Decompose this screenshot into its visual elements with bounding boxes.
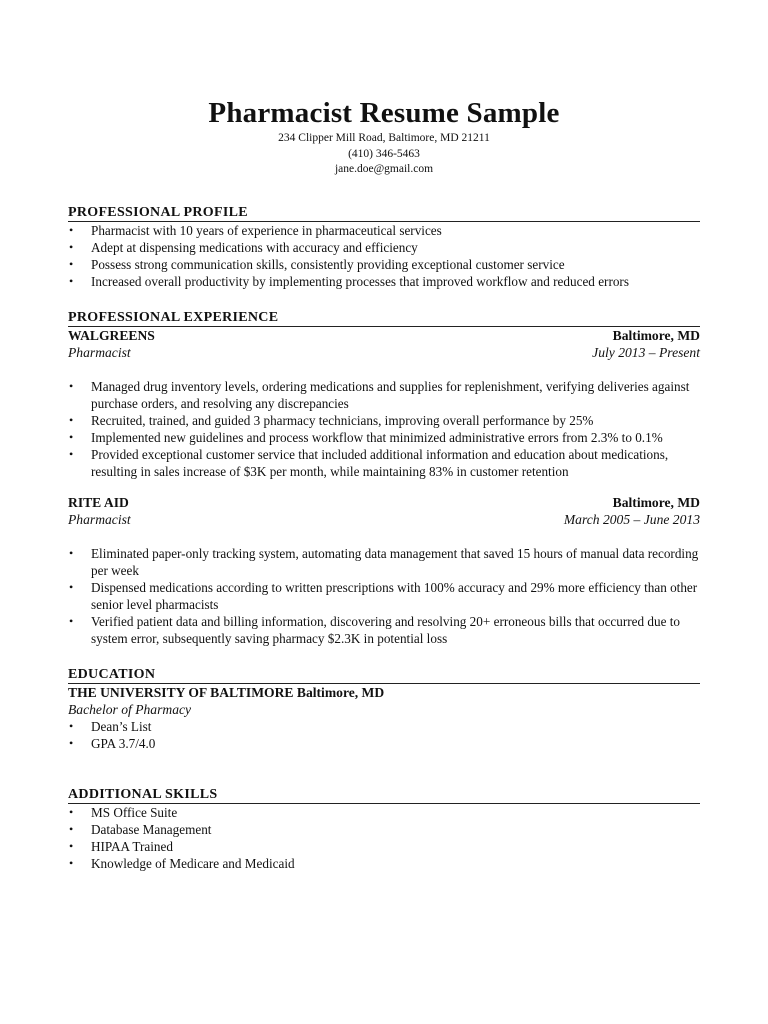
list-item: • GPA 3.7/4.0 <box>69 735 156 751</box>
job-entry <box>68 327 700 480</box>
bullet-icon: • <box>69 735 74 750</box>
list-item: • Managed drug inventory levels, ordering medications and supplies for replenishment, verifying deliveries against purchase orders, and resolving any discrepancies <box>69 378 690 411</box>
skills-list <box>68 804 700 872</box>
section-heading-skills: ADDITIONAL SKILLS <box>68 787 700 804</box>
bullet-icon: • <box>69 579 74 594</box>
experience-section <box>68 310 700 647</box>
bullet-icon: • <box>69 545 74 560</box>
list-item: • HIPAA Trained <box>69 838 173 854</box>
list-item: • Pharmacist with 10 years of experience in pharmaceutical services <box>69 222 442 238</box>
list-item: • Eliminated paper-only tracking system, automating data management that saved 15 hours of manual data recording per week <box>69 545 699 578</box>
bullet-icon: • <box>69 804 74 819</box>
education-section <box>68 667 700 752</box>
list-item: • Adept at dispensing medications with accuracy and efficiency <box>69 239 418 255</box>
bullet-icon: • <box>69 273 74 288</box>
contact-email: jane.doe@gmail.com <box>334 163 434 175</box>
bullet-icon: • <box>69 838 74 853</box>
list-item: • MS Office Suite <box>69 804 178 820</box>
list-item: • Database Management <box>69 821 212 837</box>
job-dates: March 2005 – June 2013 <box>563 511 700 527</box>
resume-page <box>68 96 700 872</box>
job-entry <box>68 494 700 647</box>
bullet-icon: • <box>69 222 74 237</box>
contact-phone: (410) 346-5463 <box>348 147 420 160</box>
list-item: • Verified patient data and billing information, discovering and resolving 20+ erroneous bills that occurred due to system error, subsequently saving pharmacy $2.3K in potential loss <box>69 613 680 646</box>
bullet-icon: • <box>69 429 74 444</box>
education-school: THE UNIVERSITY OF BALTIMORE Baltimore, MD <box>68 684 385 700</box>
education-degree: Bachelor of Pharmacy <box>68 701 192 717</box>
bullet-icon: • <box>69 821 74 836</box>
resume-title: Pharmacist Resume Sample <box>208 97 560 129</box>
bullet-icon: • <box>69 446 74 461</box>
bullet-icon: • <box>69 718 74 733</box>
job-bullets <box>68 378 700 480</box>
job-dates: July 2013 – Present <box>592 344 700 360</box>
list-item: • Increased overall productivity by implementing processes that improved workflow and reduced errors <box>69 273 629 289</box>
job-bullets <box>68 545 700 647</box>
job-location: Baltimore, MD <box>612 494 700 510</box>
job-role: Pharmacist <box>68 511 131 527</box>
job-company: RITE AID <box>68 494 129 510</box>
section-heading-profile: PROFESSIONAL PROFILE <box>68 205 700 222</box>
bullet-icon: • <box>69 613 74 628</box>
bullet-icon: • <box>69 256 74 271</box>
skills-section <box>68 787 700 872</box>
bullet-icon: • <box>69 412 74 427</box>
bullet-icon: • <box>69 855 74 870</box>
list-item: • Implemented new guidelines and process workflow that minimized administrative errors from 2.3% to 0.1% <box>69 429 663 445</box>
list-item: • Recruited, trained, and guided 3 pharmacy technicians, improving overall performance by 25% <box>69 412 594 428</box>
bullet-icon: • <box>69 239 74 254</box>
job-location: Baltimore, MD <box>612 327 700 343</box>
contact-address: 234 Clipper Mill Road, Baltimore, MD 21211 <box>278 132 490 144</box>
profile-section <box>68 205 700 290</box>
list-item: • Dean’s List <box>69 718 152 734</box>
section-heading-education: EDUCATION <box>68 667 700 684</box>
profile-list <box>68 222 700 290</box>
list-item: • Knowledge of Medicare and Medicaid <box>69 855 295 871</box>
section-heading-experience: PROFESSIONAL EXPERIENCE <box>68 310 700 327</box>
list-item: • Dispensed medications according to written prescriptions with 100% accuracy and 29% more efficiency than other senior level pharmacists <box>69 579 698 612</box>
job-company: WALGREENS <box>68 327 155 343</box>
job-role: Pharmacist <box>68 344 131 360</box>
bullet-icon: • <box>69 378 74 393</box>
list-item: • Possess strong communication skills, consistently providing exceptional customer service <box>69 256 565 272</box>
list-item: • Provided exceptional customer service that included additional information and education about medications, resulting in sales increase of $3K per month, while maintaining 83% in customer retention <box>69 446 669 479</box>
education-list <box>68 718 700 752</box>
